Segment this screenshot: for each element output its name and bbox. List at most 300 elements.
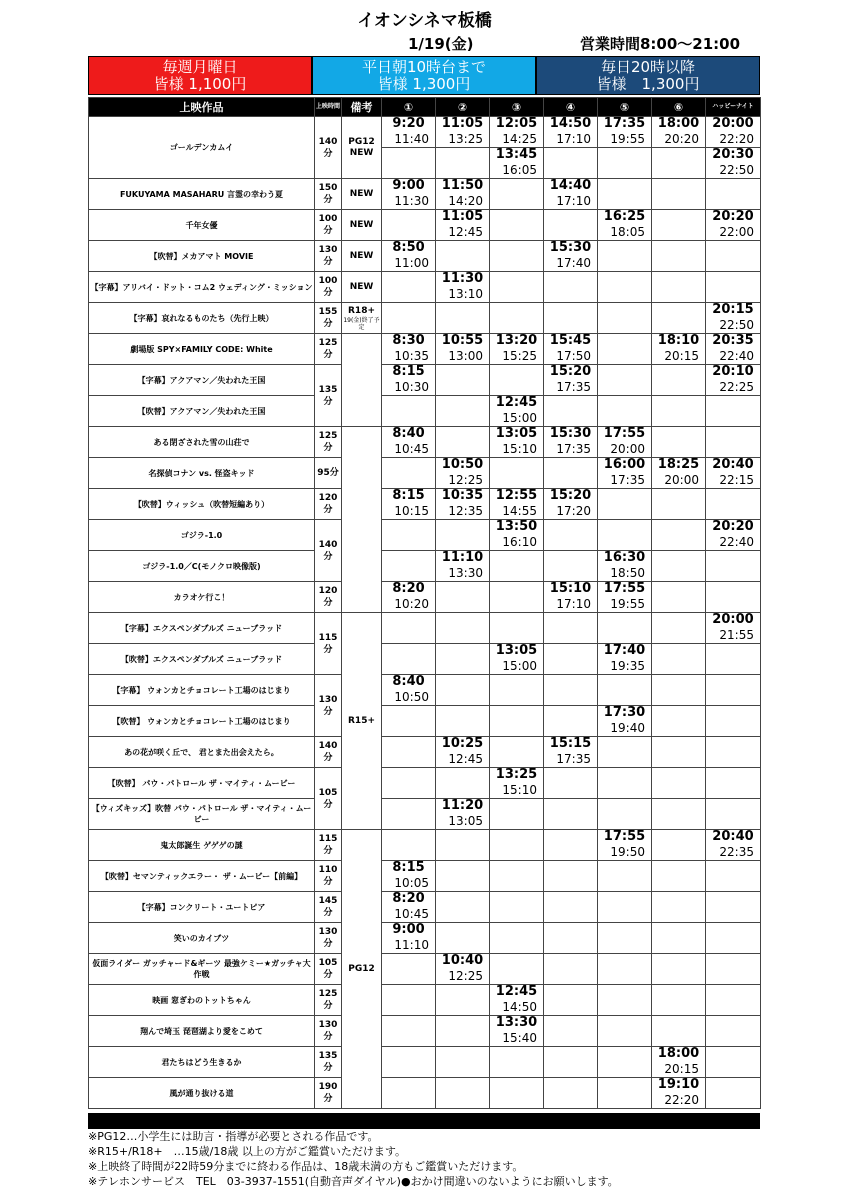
showtime-slot [382, 179, 436, 210]
showtime-slot [652, 365, 706, 396]
showtime-slot [706, 737, 761, 768]
showtime-slot [436, 1047, 490, 1078]
showtime-slot [436, 861, 490, 892]
showtime-slot [706, 365, 761, 396]
start-time: 12:05 [495, 116, 538, 131]
showtime-slot [544, 520, 598, 551]
showtime-slot [706, 923, 761, 954]
end-time: 22:50 [719, 318, 754, 332]
start-time: 12:55 [495, 488, 538, 503]
showtime-slot [382, 117, 436, 148]
note-sub-text: 19(金)終了予定 [343, 316, 380, 331]
end-time: 17:50 [556, 349, 591, 363]
showtime-slot [436, 675, 490, 706]
showtime-slot [490, 272, 544, 303]
showtime-slot [490, 551, 544, 582]
end-time: 17:35 [556, 380, 591, 394]
showtime-slot [544, 148, 598, 179]
film-duration: 100分 [315, 210, 342, 241]
footnote: ※PG12…小学生には助言・指導が必要とされる作品です。 [88, 1130, 379, 1143]
showtime-slot [706, 768, 761, 799]
showtime-slot [706, 954, 761, 985]
film-title: 【字幕】 ウォンカとチョコレート工場のはじまり [89, 675, 315, 706]
film-duration: 135分 [315, 365, 342, 427]
film-duration: 125分 [315, 985, 342, 1016]
start-time: 13:30 [495, 1015, 538, 1030]
showtime-slot [706, 861, 761, 892]
showtime-slot [652, 830, 706, 861]
showtime-slot [490, 520, 544, 551]
showtime-slot [544, 1016, 598, 1047]
showtime-slot [382, 396, 436, 427]
page-title: イオンシネマ板橋 [357, 11, 492, 31]
start-time: 10:50 [441, 457, 484, 472]
end-time: 22:15 [719, 473, 754, 487]
note-text: NEW [349, 188, 374, 199]
start-time: 15:20 [549, 488, 592, 503]
header-screen-1: ① [382, 98, 436, 117]
film-duration: 140分 [315, 737, 342, 768]
start-time: 20:15 [712, 302, 754, 317]
header-row [89, 98, 761, 117]
table-row [89, 954, 761, 985]
table-row [89, 737, 761, 768]
table-row [89, 365, 761, 396]
showtime-slot [436, 985, 490, 1016]
header-duration: 上映時間 [315, 98, 342, 117]
start-time: 17:55 [603, 581, 646, 596]
showtime-slot [436, 768, 490, 799]
film-duration: 140分 [315, 520, 342, 582]
showtime-slot [706, 334, 761, 365]
showtime-slot [382, 210, 436, 241]
footer-bar [88, 1113, 760, 1129]
film-duration: 135分 [315, 1047, 342, 1078]
showtime-slot [598, 985, 652, 1016]
showtime-slot [706, 489, 761, 520]
showtime-slot [652, 210, 706, 241]
start-time: 8:15 [392, 860, 425, 875]
table-row [89, 706, 761, 737]
end-time: 13:00 [448, 349, 483, 363]
showtime-slot [382, 830, 436, 861]
end-time: 17:10 [556, 194, 591, 208]
table-row [89, 210, 761, 241]
showtime-slot [382, 861, 436, 892]
showtime-slot [598, 551, 652, 582]
end-time: 10:50 [394, 690, 429, 704]
showtime-slot [544, 272, 598, 303]
start-time: 11:20 [441, 798, 484, 813]
showtime-slot [706, 210, 761, 241]
showtime-slot [652, 241, 706, 272]
showtime-slot [382, 520, 436, 551]
showtime-slot [544, 582, 598, 613]
film-duration: 130分 [315, 1016, 342, 1047]
table-row [89, 334, 761, 365]
showtime-slot [706, 303, 761, 334]
showtime-slot [544, 923, 598, 954]
showtime-slot [706, 582, 761, 613]
start-time: 20:35 [712, 333, 754, 348]
table-row [89, 675, 761, 706]
showtime-slot [598, 923, 652, 954]
showtime-slot [652, 923, 706, 954]
start-time: 17:40 [603, 643, 646, 658]
table-row [89, 489, 761, 520]
showtime-slot [382, 427, 436, 458]
showtime-slot [382, 923, 436, 954]
start-time: 8:15 [392, 364, 425, 379]
film-duration: 115分 [315, 830, 342, 861]
footnote: ※テレホンサービス TEL 03-3937-1551(自動音声ダイヤル)●おかけ間違いのないようにお願いします。 [88, 1175, 619, 1188]
end-time: 17:35 [556, 752, 591, 766]
start-time: 10:55 [441, 333, 484, 348]
showtime-slot [544, 179, 598, 210]
film-title: ゴールデンカムイ [89, 117, 315, 179]
header-screen-2: ② [436, 98, 490, 117]
showtime-slot [598, 954, 652, 985]
showtime-slot [598, 365, 652, 396]
price-banner-morning [312, 56, 536, 95]
showtime-slot [382, 582, 436, 613]
film-title: 【字幕】哀れなるものたち（先行上映） [89, 303, 315, 334]
showtime-slot [706, 396, 761, 427]
table-row [89, 427, 761, 458]
showtime-slot [706, 117, 761, 148]
showtime-slot [652, 706, 706, 737]
showtime-slot [598, 1016, 652, 1047]
film-title: 映画 窓ぎわのトットちゃん [89, 985, 315, 1016]
showtime-slot [598, 830, 652, 861]
end-time: 14:55 [502, 504, 537, 518]
showtime-slot [652, 117, 706, 148]
film-duration: 145分 [315, 892, 342, 923]
showtime-slot [652, 644, 706, 675]
showtime-slot [382, 675, 436, 706]
header-screen-6: ⑥ [652, 98, 706, 117]
showtime-slot [382, 334, 436, 365]
showtime-slot [490, 644, 544, 675]
showtime-slot [382, 1016, 436, 1047]
showtime-slot [436, 706, 490, 737]
end-time: 12:25 [448, 969, 483, 983]
showtime-slot [706, 427, 761, 458]
showtime-slot [706, 1016, 761, 1047]
showtime-slot [652, 427, 706, 458]
film-title: 【吹替】 パウ・パトロール ザ・マイティ・ムービー [89, 768, 315, 799]
header-note: 備考 [342, 98, 382, 117]
film-note [342, 179, 382, 210]
end-time: 20:20 [664, 132, 699, 146]
showtime-slot [598, 706, 652, 737]
film-duration: 130分 [315, 923, 342, 954]
end-time: 11:00 [394, 256, 429, 270]
showtime-slot [436, 272, 490, 303]
banner-line: 皆様 1,300円 [377, 74, 471, 93]
showtime-slot [652, 582, 706, 613]
showtime-slot [598, 613, 652, 644]
start-time: 15:15 [549, 736, 592, 751]
showtime-slot [706, 1047, 761, 1078]
showtime-slot [382, 148, 436, 179]
start-time: 16:25 [603, 209, 646, 224]
showtime-slot [436, 799, 490, 830]
note-text: NEW [349, 219, 374, 230]
showtime-slot [490, 334, 544, 365]
showtime-slot [544, 489, 598, 520]
showtime-slot [544, 737, 598, 768]
film-title: カラオケ行こ！ [89, 582, 315, 613]
showtime-slot [706, 644, 761, 675]
showtime-slot [598, 179, 652, 210]
start-time: 15:10 [549, 581, 592, 596]
showtime-slot [544, 303, 598, 334]
end-time: 15:40 [502, 1031, 537, 1045]
showtime-slot [544, 241, 598, 272]
showtime-slot [490, 1047, 544, 1078]
price-banner-late [536, 56, 760, 95]
start-time: 18:25 [657, 457, 700, 472]
showtime-slot [436, 458, 490, 489]
table-row [89, 768, 761, 799]
schedule-date: 1/19(金) [408, 35, 474, 53]
showtime-slot [490, 427, 544, 458]
table-row [89, 1016, 761, 1047]
table-row [89, 303, 761, 334]
end-time: 16:10 [502, 535, 537, 549]
table-row [89, 1078, 761, 1109]
showtime-slot [436, 396, 490, 427]
table-row [89, 799, 761, 830]
showtime-slot [544, 954, 598, 985]
end-time: 15:10 [502, 442, 537, 456]
end-time: 19:50 [610, 845, 645, 859]
showtime-slot [490, 985, 544, 1016]
showtime-slot [490, 396, 544, 427]
end-time: 12:25 [448, 473, 483, 487]
showtime-slot [652, 1047, 706, 1078]
showtime-slot [706, 613, 761, 644]
showtime-slot [490, 148, 544, 179]
showtime-slot [382, 303, 436, 334]
showtime-slot [490, 303, 544, 334]
end-time: 18:05 [610, 225, 645, 239]
showtime-slot [490, 799, 544, 830]
start-time: 11:05 [441, 116, 484, 131]
end-time: 22:35 [719, 845, 754, 859]
showtime-slot [490, 241, 544, 272]
start-time: 15:20 [549, 364, 592, 379]
film-duration: 120分 [315, 489, 342, 520]
showtime-slot [382, 551, 436, 582]
showtime-slot [490, 582, 544, 613]
film-title: 仮面ライダー ガッチャード&ギーツ 最強ケミー★ガッチャ大作戦 [89, 954, 315, 985]
table-row [89, 458, 761, 489]
showtime-slot [706, 179, 761, 210]
showtime-slot [598, 334, 652, 365]
showtime-slot [598, 768, 652, 799]
film-duration: 140分 [315, 117, 342, 179]
note-text: PG12 NEW [348, 136, 375, 158]
footnote: ※R15+/R18+ …15歳/18歳 以上の方がご鑑賞いただけます。 [88, 1145, 406, 1158]
start-time: 15:30 [549, 240, 592, 255]
film-title: 【字幕】コンクリート・ユートピア [89, 892, 315, 923]
showtime-slot [436, 489, 490, 520]
end-time: 10:15 [394, 504, 429, 518]
table-row [89, 179, 761, 210]
start-time: 8:40 [392, 426, 425, 441]
showtime-slot [652, 985, 706, 1016]
end-time: 19:55 [610, 597, 645, 611]
showtime-slot [598, 396, 652, 427]
end-time: 13:10 [448, 287, 483, 301]
business-hours: 営業時間8:00～21:00 [580, 35, 741, 53]
start-time: 18:10 [657, 333, 700, 348]
film-title: 【吹替】セマンティックエラー・ ザ・ムービー【前編】 [89, 861, 315, 892]
film-duration: 105分 [315, 954, 342, 985]
showtime-slot [598, 582, 652, 613]
film-duration: 125分 [315, 427, 342, 458]
film-note [342, 303, 382, 334]
start-time: 13:45 [495, 147, 538, 162]
showtime-slot [544, 551, 598, 582]
showtime-slot [382, 1078, 436, 1109]
showtime-slot [544, 458, 598, 489]
film-duration: 115分 [315, 613, 342, 675]
showtime-slot [382, 489, 436, 520]
header-happy-night: ハッピーナイト [706, 98, 761, 117]
showtime-slot [490, 923, 544, 954]
end-time: 12:45 [448, 225, 483, 239]
film-title: 千年女優 [89, 210, 315, 241]
end-time: 11:10 [394, 938, 429, 952]
start-time: 10:40 [441, 953, 484, 968]
showtime-slot [436, 427, 490, 458]
showtime-slot [436, 954, 490, 985]
end-time: 10:20 [394, 597, 429, 611]
showtime-slot [598, 210, 652, 241]
showtime-slot [598, 892, 652, 923]
showtime-slot [652, 768, 706, 799]
showtime-slot [544, 768, 598, 799]
showtime-slot [382, 892, 436, 923]
banner-line: 毎日20時以降 [600, 57, 696, 76]
showtime-slot [544, 396, 598, 427]
film-duration: 100分 [315, 272, 342, 303]
banner-line: 皆様 1,100円 [153, 74, 247, 93]
end-time: 22:00 [719, 225, 754, 239]
film-title: 【吹替】エクスペンダブルズ ニューブラッド [89, 644, 315, 675]
table-row [89, 892, 761, 923]
showtime-slot [652, 954, 706, 985]
film-note [342, 334, 382, 427]
end-time: 18:50 [610, 566, 645, 580]
film-duration: 150分 [315, 179, 342, 210]
showtime-slot [436, 241, 490, 272]
table-row [89, 830, 761, 861]
showtime-slot [382, 272, 436, 303]
showtime-slot [598, 117, 652, 148]
end-time: 13:05 [448, 814, 483, 828]
showtime-slot [652, 272, 706, 303]
start-time: 8:15 [392, 488, 425, 503]
end-time: 20:15 [664, 1062, 699, 1076]
end-time: 19:55 [610, 132, 645, 146]
footnotes [88, 1129, 760, 1189]
showtime-slot [490, 892, 544, 923]
start-time: 16:00 [603, 457, 646, 472]
schedule-body [89, 117, 761, 1109]
film-title: ゴジラ-1.0／C(モノクロ映像版) [89, 551, 315, 582]
showtime-slot [544, 1078, 598, 1109]
showtime-slot [652, 737, 706, 768]
film-title: 【吹替】ウィッシュ（吹替短編あり） [89, 489, 315, 520]
header-film: 上映作品 [89, 98, 315, 117]
start-time: 8:30 [392, 333, 425, 348]
showtime-slot [436, 1016, 490, 1047]
start-time: 15:30 [549, 426, 592, 441]
start-time: 13:25 [495, 767, 538, 782]
table-row [89, 520, 761, 551]
film-title: 【吹替】メカアマト MOVIE [89, 241, 315, 272]
showtime-slot [652, 148, 706, 179]
schedule-table [88, 97, 761, 1109]
table-row [89, 396, 761, 427]
showtime-slot [436, 644, 490, 675]
film-duration: 110分 [315, 861, 342, 892]
showtime-slot [436, 117, 490, 148]
start-time: 20:10 [712, 364, 754, 379]
showtime-slot [490, 179, 544, 210]
start-time: 11:10 [441, 550, 484, 565]
table-row [89, 117, 761, 148]
showtime-slot [490, 365, 544, 396]
showtime-slot [382, 644, 436, 675]
showtime-slot [436, 892, 490, 923]
end-time: 22:40 [719, 349, 754, 363]
start-time: 14:40 [549, 178, 592, 193]
end-time: 10:45 [394, 907, 429, 921]
showtime-slot [598, 1078, 652, 1109]
banner-line: 皆様 1,300円 [596, 74, 700, 93]
showtime-slot [652, 892, 706, 923]
showtime-slot [490, 706, 544, 737]
film-title: 劇場版 SPY×FAMILY CODE: White [89, 334, 315, 365]
end-time: 10:30 [394, 380, 429, 394]
showtime-slot [436, 830, 490, 861]
table-row [89, 582, 761, 613]
showtime-slot [706, 892, 761, 923]
end-time: 22:20 [719, 132, 754, 146]
showtime-slot [382, 241, 436, 272]
end-time: 16:05 [502, 163, 537, 177]
header-screen-3: ③ [490, 98, 544, 117]
film-title: 【ウィズキッズ】吹替 パウ・パトロール ザ・マイティ・ムービー [89, 799, 315, 830]
end-time: 12:35 [448, 504, 483, 518]
end-time: 15:00 [502, 659, 537, 673]
end-time: 22:40 [719, 535, 754, 549]
end-time: 22:20 [664, 1093, 699, 1107]
start-time: 16:30 [603, 550, 646, 565]
showtime-slot [544, 985, 598, 1016]
showtime-slot [652, 675, 706, 706]
start-time: 9:00 [392, 178, 425, 193]
end-time: 20:00 [610, 442, 645, 456]
showtime-slot [706, 458, 761, 489]
showtime-slot [706, 675, 761, 706]
showtime-slot [436, 179, 490, 210]
